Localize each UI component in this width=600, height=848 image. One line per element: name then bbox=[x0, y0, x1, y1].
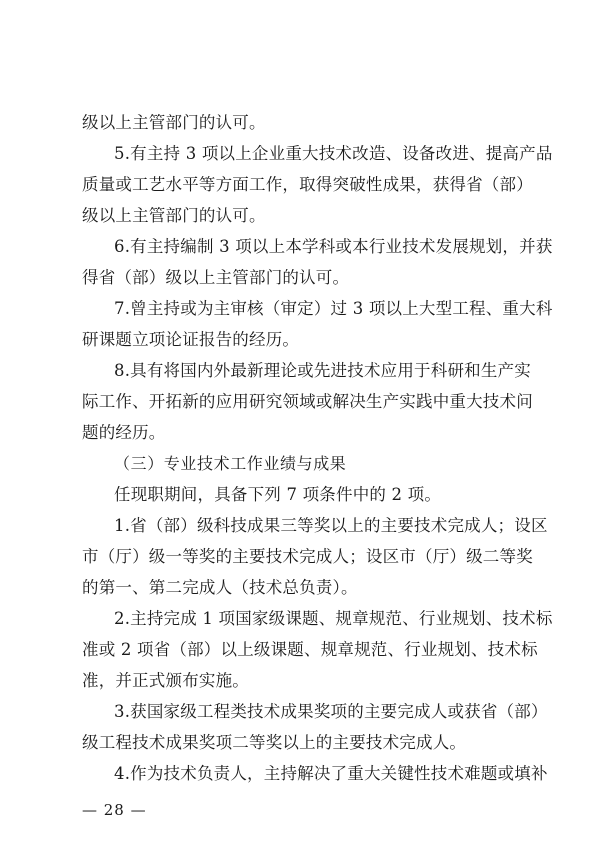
page-number: — 28 — bbox=[82, 801, 147, 819]
text-line: 级以上主管部门的认可。 bbox=[82, 113, 266, 132]
text-line: 3.获国家级工程类技术成果奖项的主要完成人或获省（部） bbox=[114, 702, 548, 721]
text-line: 5.有主持 3 项以上企业重大技术改造、设备改进、提高产品 bbox=[114, 144, 553, 163]
text-line: 级工程技术成果奖项二等奖以上的主要技术完成人。 bbox=[82, 733, 467, 752]
text-line: 质量或工艺水平等方面工作，取得突破性成果，获得省（部） bbox=[82, 175, 533, 194]
text-line: 任现职期间，具备下列 7 项条件中的 2 项。 bbox=[114, 485, 442, 504]
text-line: 1.省（部）级科技成果三等奖以上的主要技术完成人；设区 bbox=[114, 516, 548, 535]
text-line: 4.作为技术负责人，主持解决了重大关键性技术难题或填补 bbox=[114, 764, 548, 783]
text-line: 8.具有将国内外最新理论或先进技术应用于科研和生产实 bbox=[114, 361, 531, 380]
text-line: 准，并正式颁布实施。 bbox=[82, 671, 249, 690]
text-line: 级以上主管部门的认可。 bbox=[82, 206, 266, 225]
text-line: 研课题立项论证报告的经历。 bbox=[82, 330, 300, 349]
text-line: 市（厅）级一等奖的主要技术完成人；设区市（厅）级二等奖 bbox=[82, 547, 533, 566]
text-line: 的第一、第二完成人（技术总负责）。 bbox=[82, 578, 358, 597]
text-line: 2.主持完成 1 项国家级课题、规章规范、行业规划、技术标 bbox=[114, 609, 553, 628]
text-line: 得省（部）级以上主管部门的认可。 bbox=[82, 268, 350, 287]
text-line: 际工作、开拓新的应用研究领域或解决生产实践中重大技术问 bbox=[82, 392, 533, 411]
text-line: 6.有主持编制 3 项以上本学科或本行业技术发展规划，并获 bbox=[114, 237, 553, 256]
section-heading: （三）专业技术工作业绩与成果 bbox=[114, 454, 347, 473]
text-line: 7.曾主持或为主审核（审定）过 3 项以上大型工程、重大科 bbox=[114, 299, 553, 318]
text-line: 准或 2 项省（部）以上级课题、规章规范、行业规划、技术标 bbox=[82, 640, 538, 659]
text-line: 题的经历。 bbox=[82, 423, 166, 442]
